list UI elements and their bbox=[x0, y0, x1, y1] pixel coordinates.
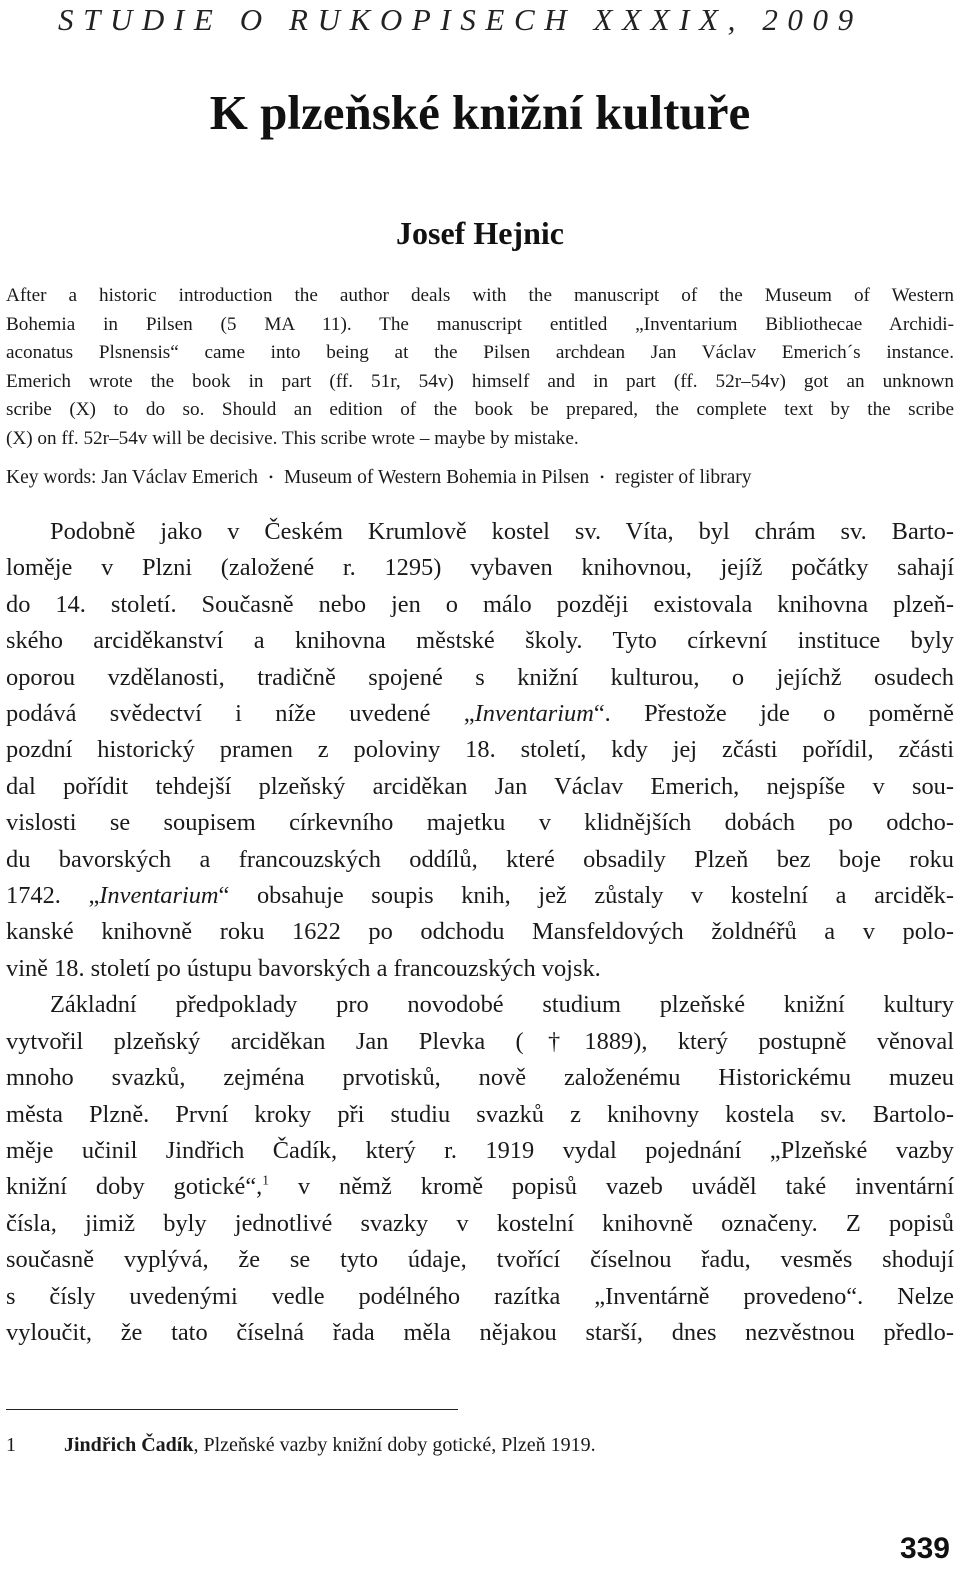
body-line: měje učinil Jindřich Čadík, který r. 1919 vydal pojednání „Plzeňské vazby bbox=[6, 1136, 954, 1164]
body-line: du bavorských a francouzských oddílů, které obsadily Plzeň bez boje roku bbox=[6, 845, 954, 873]
abstract-line: Bohemia in Pilsen (5 MA 11). The manuscript entitled „Inventarium Bibliothecae Archidi- bbox=[6, 313, 954, 335]
body-line: mnoho svazků, zejména prvotisků, nově založenému Historickému muzeu bbox=[6, 1064, 954, 1092]
body-text-run: v němž kromě popisů vazeb uváděl také inventární bbox=[268, 1173, 955, 1201]
body-line: dal pořídit tehdejší plzeňský arciděkan Jan Václav Emerich, nejspíše v sou- bbox=[6, 772, 954, 800]
keyword-item: register of library bbox=[615, 467, 752, 488]
body-text-run: “. Přestože jde o poměrně bbox=[593, 700, 954, 728]
body-line: města Plzně. První kroky při studiu svazků z knihovny kostela sv. Bartolo- bbox=[6, 1100, 954, 1128]
italic-title: Inventarium bbox=[99, 882, 219, 910]
body-line: kanské knihovně roku 1622 po odchodu Mansfeldových žoldnéřů a v polo- bbox=[6, 918, 954, 946]
running-head: STUDIE O RUKOPISECH XXXIX, 2009 bbox=[58, 2, 863, 37]
body-line: ského arciděkanství a knihovna městské školy. Tyto církevní instituce byly bbox=[6, 627, 954, 655]
bullet-icon: • bbox=[600, 470, 605, 484]
footnote-number: 1 bbox=[6, 1434, 16, 1456]
footnote-divider bbox=[6, 1409, 458, 1410]
body-line: Podobně jako v Českém Krumlově kostel sv. Víta, byl chrám sv. Barto- bbox=[50, 518, 954, 545]
abstract bbox=[6, 282, 954, 454]
body-line: loměje v Plzni (založené r. 1295) vybaven knihovnou, jejíž počátky sahají bbox=[6, 554, 954, 582]
body-line bbox=[6, 1169, 954, 1205]
body-line: vislosti se soupisem církevního majetku v klidnějších dobách po odcho- bbox=[6, 809, 954, 837]
body-line: do 14. století. Současně nebo jen o málo později existovala knihovna plzeň- bbox=[6, 590, 954, 618]
body-line bbox=[6, 878, 954, 914]
keywords-label: Key words: bbox=[6, 467, 97, 488]
abstract-line: scribe (X) to do so. Should an edition of the book be prepared, the complete text by the scribe bbox=[6, 399, 954, 421]
body-line: vyloučit, že tato číselná řada měla nějakou starší, dnes nezvěstnou předlo- bbox=[6, 1318, 954, 1346]
footnote-author: Jindřich Čadík bbox=[64, 1434, 194, 1456]
page-number: 339 bbox=[899, 1532, 950, 1565]
keyword-item: Museum of Western Bohemia in Pilsen bbox=[283, 467, 590, 488]
footnote-marker[interactable]: 1 bbox=[262, 1172, 269, 1188]
body-text-run: 1742. „ bbox=[6, 882, 100, 910]
keywords bbox=[6, 463, 954, 492]
body-line: současně vyplývá, že se tyto údaje, tvořící číselnou řadu, vesměs shodují bbox=[6, 1246, 954, 1274]
body-line bbox=[6, 696, 954, 732]
abstract-line: (X) on ff. 52r–54v will be decisive. This scribe wrote – maybe by mistake. bbox=[6, 427, 579, 449]
body-text-run: “ obsahuje soupis knih, jež zůstaly v kostelní a arciděk- bbox=[218, 882, 954, 910]
body-line: Základní předpoklady pro novodobé studium plzeňské knižní kultury bbox=[50, 991, 954, 1019]
body-line: pozdní historický pramen z poloviny 18. století, kdy jej zčásti pořídil, zčásti bbox=[6, 736, 954, 764]
italic-title: Inventarium bbox=[474, 700, 594, 728]
body-line: vině 18. století po ústupu bavorských a francouzských vojsk. bbox=[6, 954, 601, 982]
abstract-line: aconatus Plsnensis“ came into being at the Pilsen archdean Jan Václav Emerich´s instance. bbox=[6, 342, 954, 364]
abstract-line: After a historic introduction the author deals with the manuscript of the Museum of Western bbox=[6, 285, 954, 306]
footnote bbox=[6, 1434, 954, 1457]
body-text-run: knižní doby gotické“, bbox=[6, 1173, 263, 1201]
article-title: K plzeňské knižní kultuře bbox=[209, 85, 751, 140]
footnote-text: , Plzeňské vazby knižní doby gotické, Plzeň 1919. bbox=[193, 1434, 596, 1456]
body-text bbox=[6, 514, 954, 1351]
body-line: vytvořil plzeňský arciděkan Jan Plevka (†1889), který postupně věnoval bbox=[6, 1027, 954, 1055]
body-text-run: podává svědectví i níže uvedené „ bbox=[6, 700, 475, 728]
body-line: čísla, jimiž byly jednotlivé svazky v kostelní knihovně označeny. Z popisů bbox=[6, 1209, 954, 1237]
body-line: oporou vzdělanosti, tradičně spojené s knižní kulturou, o jejíchž osudech bbox=[6, 663, 954, 691]
abstract-line: Emerich wrote the book in part (ff. 51r, 54v) himself and in part (ff. 52r–54v) got an unknown bbox=[6, 370, 954, 392]
bullet-icon: • bbox=[268, 470, 274, 484]
keyword-item: Jan Václav Emerich bbox=[101, 467, 258, 488]
body-line: s čísly uvedenými vedle podélného razítka „Inventárně provedeno“. Nelze bbox=[6, 1282, 954, 1310]
article-author: Josef Hejnic bbox=[396, 215, 564, 251]
